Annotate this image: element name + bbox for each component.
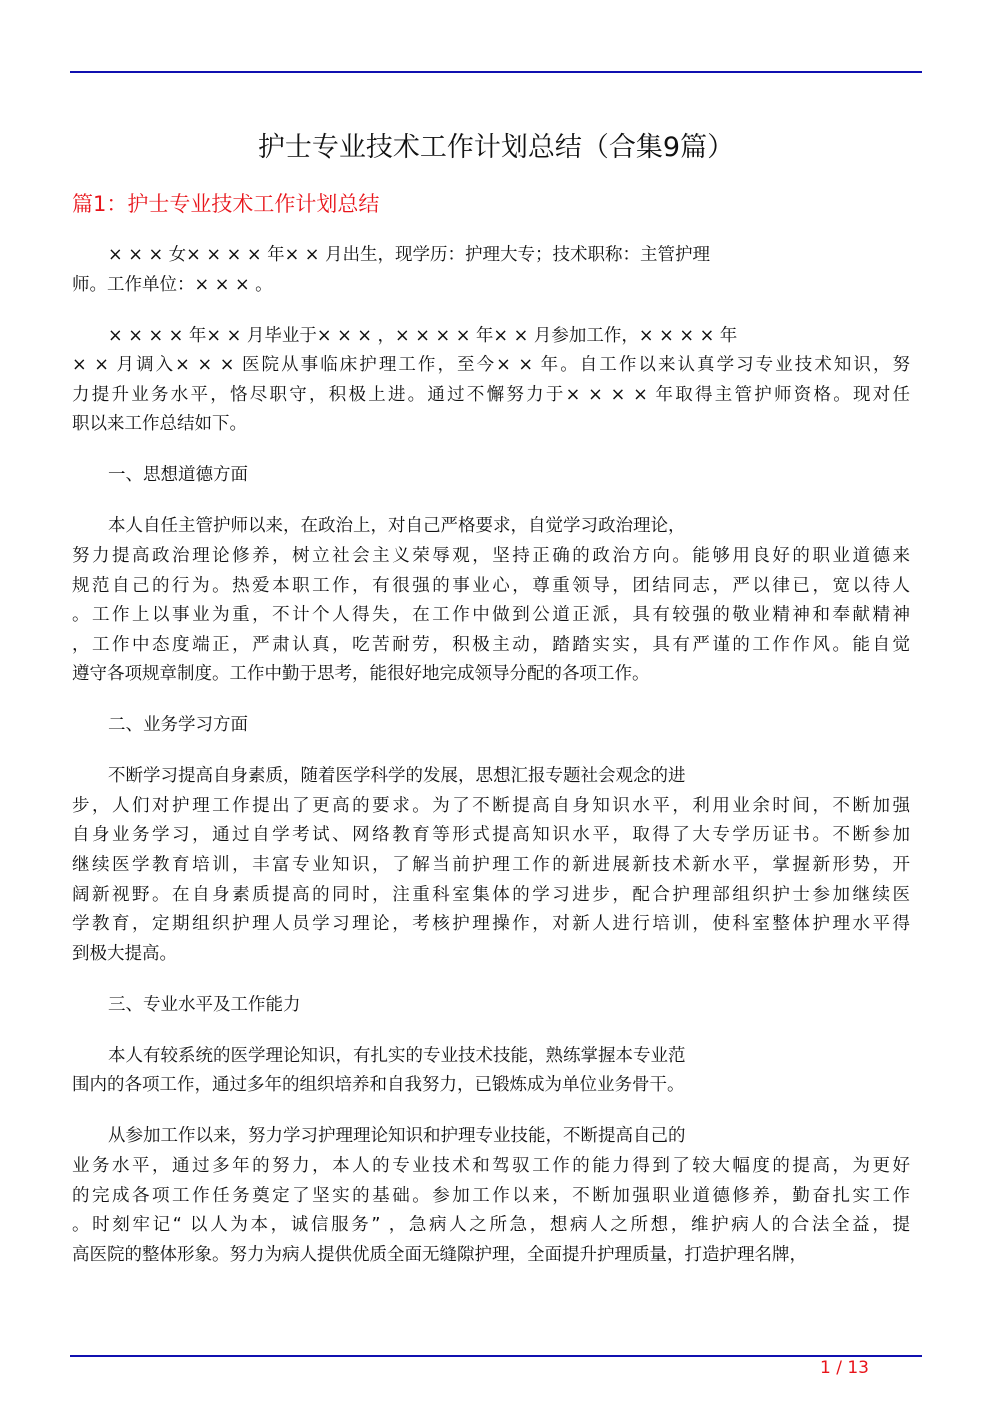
text-line: 自身业务学习，通过自学考试、网络教育等形式提高知识水平，取得了大专学历证书。不断参加 bbox=[72, 825, 910, 846]
footer-rule bbox=[70, 1355, 922, 1357]
text-line: 的完成各项工作任务奠定了坚实的基础。参加工作以来，不断加强职业道德修养，勤奋扎实工作 bbox=[72, 1185, 910, 1206]
section-heading: 篇1：护士专业技术工作计划总结 bbox=[72, 192, 380, 216]
text-line: 从参加工作以来，努力学习护理理论知识和护理专业技能，不断提高自己的 bbox=[108, 1126, 686, 1147]
text-line: 继续医学教育培训，丰富专业知识，了解当前护理工作的新进展新技术新水平，掌握新形势，开 bbox=[72, 855, 910, 876]
text-line: 三、专业水平及工作能力 bbox=[108, 994, 301, 1015]
text-line: 一、思想道德方面 bbox=[108, 465, 248, 486]
text-line: 师。工作单位：× × × 。 bbox=[72, 274, 273, 295]
document-body bbox=[72, 241, 910, 1292]
text-line: 。工作上以事业为重，不计个人得失，在工作中做到公道正派，具有较强的敬业精神和奉献精神 bbox=[72, 605, 910, 626]
text-line: × × 月调入× × × 医院从事临床护理工作，至今× × 年。自工作以来认真学习专业技术知识，努 bbox=[72, 355, 910, 376]
header-rule bbox=[70, 71, 922, 73]
document-title: 护士专业技术工作计划总结（合集9篇） bbox=[257, 132, 735, 163]
text-line: 阔新视野。在自身素质提高的同时，注重科室集体的学习进步，配合护理部组织护士参加继续医 bbox=[72, 884, 910, 905]
text-line: 努力提高政治理论修养，树立社会主义荣辱观，坚持正确的政治方向。能够用良好的职业道德来 bbox=[72, 545, 910, 566]
text-line: 本人有较系统的医学理论知识，有扎实的专业技术技能，熟练掌握本专业范 bbox=[108, 1045, 686, 1066]
text-line: 步，人们对护理工作提出了更高的要求。为了不断提高自身知识水平，利用业余时间，不断加强 bbox=[72, 795, 910, 816]
text-line: 围内的各项工作，通过多年的组织培养和自我努力，已锻炼成为单位业务骨干。 bbox=[72, 1075, 685, 1096]
subheading bbox=[72, 711, 910, 741]
paragraph bbox=[72, 1042, 910, 1101]
subheading bbox=[72, 461, 910, 491]
text-line: 业务水平，通过多年的努力，本人的专业技术和驾驭工作的能力得到了较大幅度的提高，为更好 bbox=[72, 1155, 910, 1176]
text-line: 二、业务学习方面 bbox=[108, 715, 248, 736]
text-line: ，工作中态度端正，严肃认真，吃苦耐劳，积极主动，踏踏实实，具有严谨的工作作风。能自觉 bbox=[72, 634, 910, 655]
page-number: 1 / 13 bbox=[820, 1358, 869, 1378]
paragraph bbox=[72, 512, 910, 690]
subheading bbox=[72, 991, 910, 1021]
text-line: 职以来工作总结如下。 bbox=[72, 414, 247, 435]
text-line: 不断学习提高自身素质，随着医学科学的发展，思想汇报专题社会观念的进 bbox=[108, 766, 686, 787]
text-line: 规范自己的行为。热爱本职工作，有很强的事业心，尊重领导，团结同志，严以律已，宽以待人 bbox=[72, 575, 910, 596]
paragraph bbox=[72, 322, 910, 440]
text-line: 高医院的整体形象。努力为病人提供优质全面无缝隙护理，全面提升护理质量，打造护理名牌， bbox=[72, 1244, 807, 1265]
paragraph bbox=[72, 1122, 910, 1270]
text-line: × × × × 年× × 月毕业于× × × ，× × × × 年× × 月参加工作，× × × × 年 bbox=[108, 325, 738, 346]
text-line: 学教育，定期组织护理人员学习理论，考核护理操作，对新人进行培训，使科室整体护理水平得 bbox=[72, 914, 910, 935]
paragraph bbox=[72, 241, 910, 300]
text-line: 力提升业务水平，恪尽职守，积极上进。通过不懈努力于× × × × 年取得主管护师资格。现对任 bbox=[72, 384, 910, 405]
text-line: 遵守各项规章制度。工作中勤于思考，能很好地完成领导分配的各项工作。 bbox=[72, 664, 650, 685]
text-line: 到极大提高。 bbox=[72, 943, 177, 964]
text-line: 。时刻牢记“ 以人为本，诚信服务” ，急病人之所急，想病人之所想，维护病人的合法全益，提 bbox=[72, 1215, 910, 1236]
text-line: 本人自任主管护师以来，在政治上，对自己严格要求，自觉学习政治理论， bbox=[108, 516, 686, 537]
text-line: × × × 女× × × × 年× × 月出生，现学历：护理大专；技术职称：主管护理 bbox=[108, 245, 711, 265]
paragraph bbox=[72, 762, 910, 969]
